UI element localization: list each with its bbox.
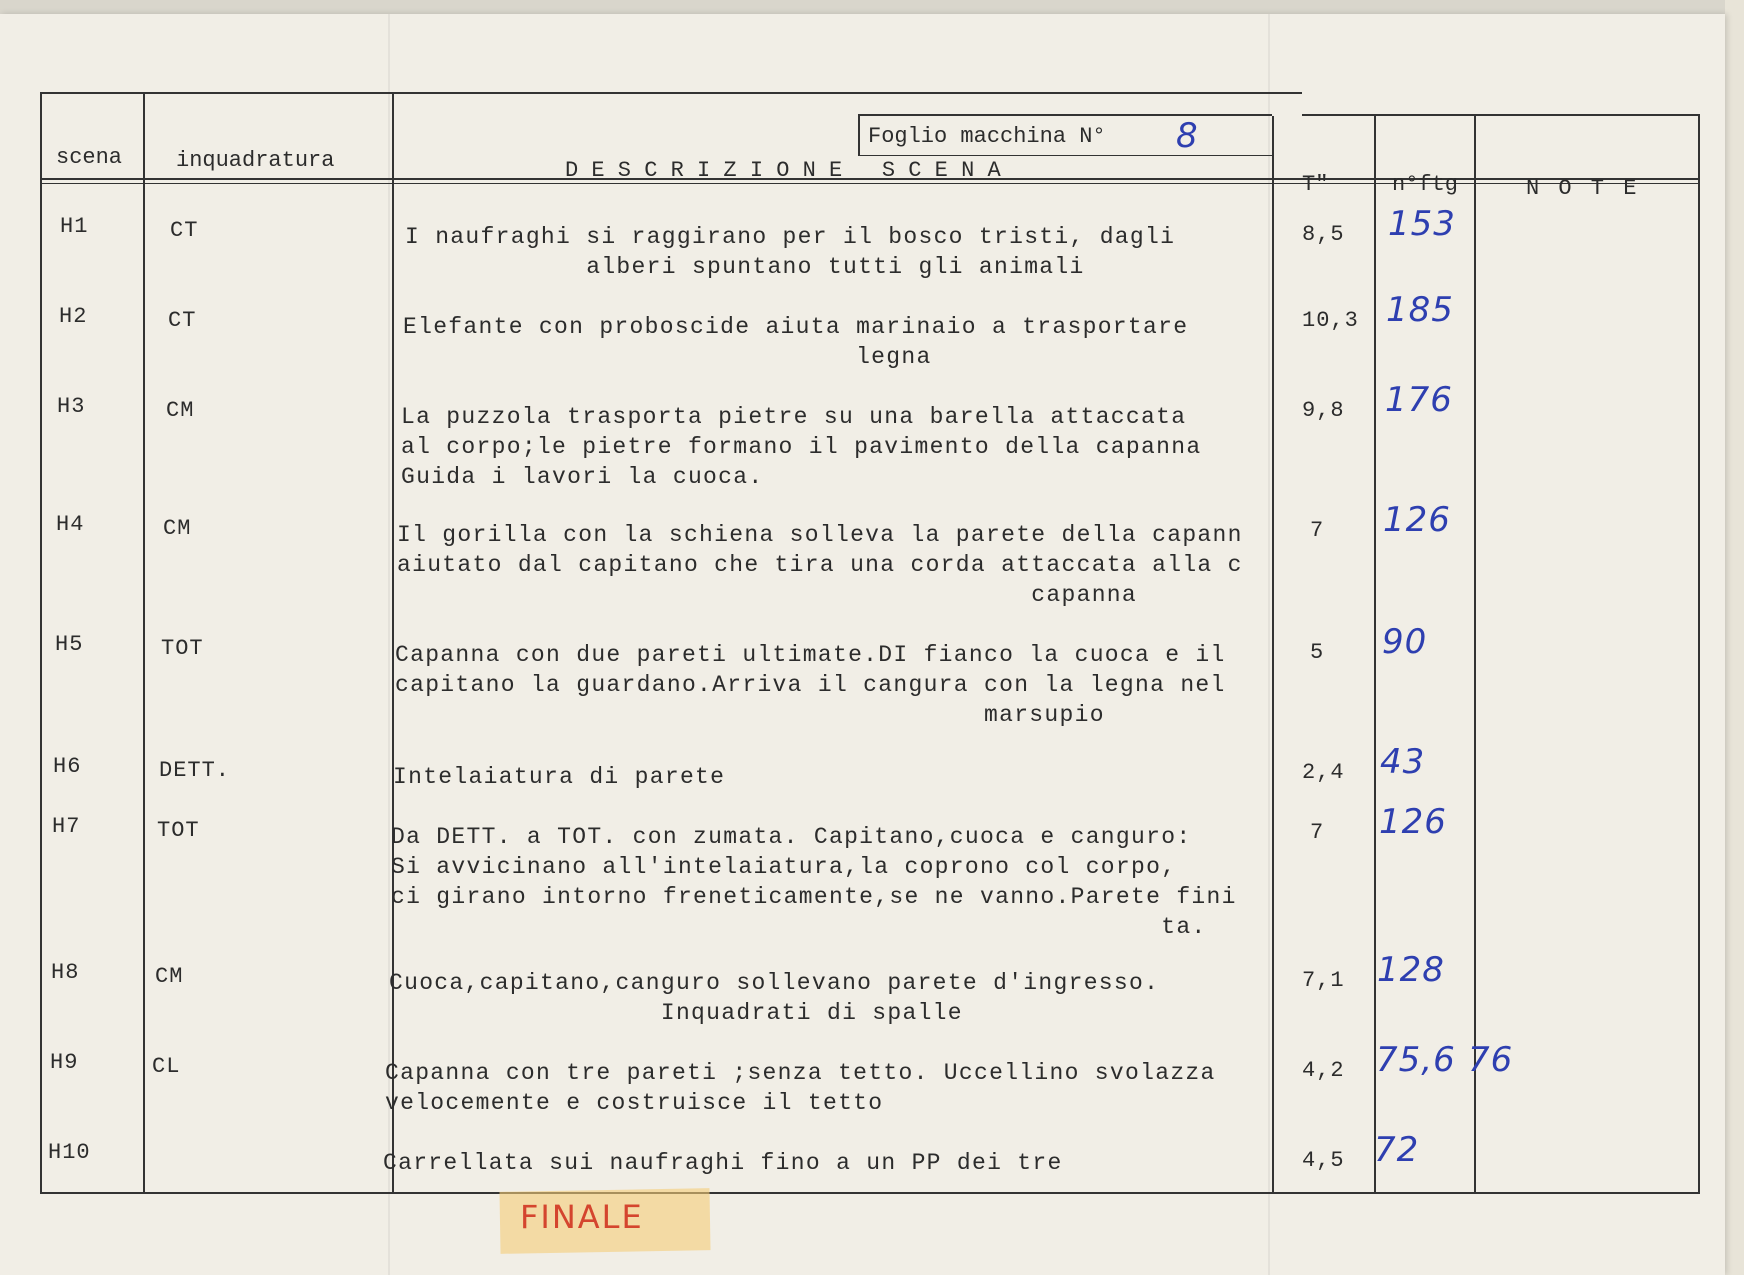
header-inquadratura: inquadratura <box>176 148 335 173</box>
header-note: N O T E <box>1526 176 1640 201</box>
scene-code: H8 <box>51 960 80 985</box>
scene-code: H4 <box>56 512 85 537</box>
duration-seconds: 4,2 <box>1302 1058 1345 1083</box>
duration-seconds: 7 <box>1310 518 1325 543</box>
header-scena: scena <box>56 145 123 170</box>
duration-seconds: 10,3 <box>1302 308 1359 333</box>
scene-description-line: Elefante con proboscide aiuta marinaio a trasportare <box>403 314 1189 340</box>
foglio-label: Foglio macchina N° <box>868 124 1106 149</box>
frame-count: 75,6 <box>1376 1040 1456 1080</box>
scene-description-line: ta. <box>391 914 1207 940</box>
scene-code: H5 <box>55 632 84 657</box>
header-t: T" <box>1302 172 1329 197</box>
frame-count: 153 <box>1388 204 1456 244</box>
scene-code: H9 <box>50 1050 79 1075</box>
scene-description-line: Inquadrati di spalle <box>389 1000 963 1026</box>
shot-type: CT <box>168 308 197 333</box>
scene-code: H6 <box>53 754 82 779</box>
table-top-border-right <box>1302 114 1700 116</box>
shot-type: DETT. <box>159 758 231 783</box>
paper-fold <box>1268 14 1270 1275</box>
scene-description-line: capanna <box>397 582 1138 608</box>
foglio-box-left <box>858 114 860 156</box>
col-divider <box>1272 116 1274 1192</box>
scene-description-line: Carrellata sui naufraghi fino a un PP dei tre <box>383 1150 1063 1176</box>
scene-description-line: capitano la guardano.Arriva il cangura con la legna nel <box>395 672 1226 698</box>
scene-description-line: Si avvicinano all'intelaiatura,la coprono col corpo, <box>391 854 1177 880</box>
scene-description-line: La puzzola trasporta pietre su una barella attaccata <box>401 404 1187 430</box>
finale-handwritten: FINALE <box>520 1198 644 1236</box>
frame-count: 176 <box>1385 380 1453 420</box>
frame-count: 90 <box>1382 622 1428 662</box>
shot-type: CM <box>155 964 184 989</box>
note-value: 76 <box>1468 1040 1514 1080</box>
shot-type: CL <box>152 1054 181 1079</box>
frame-count: 126 <box>1383 500 1451 540</box>
foglio-number: 8 <box>1176 116 1199 156</box>
scene-description-line: Il gorilla con la schiena solleva la parete della capann <box>397 522 1243 548</box>
scene-description-line: Intelaiatura di parete <box>393 764 726 790</box>
header-nftg: n°ftg <box>1392 172 1459 197</box>
frame-count: 126 <box>1379 802 1447 842</box>
col-divider <box>143 92 145 1192</box>
shot-type: TOT <box>161 636 204 661</box>
scene-description-line: Guida i lavori la cuoca. <box>401 464 764 490</box>
scene-description-line: al corpo;le pietre formano il pavimento della capanna <box>401 434 1202 460</box>
col-divider <box>1474 116 1476 1192</box>
scene-code: H2 <box>59 304 88 329</box>
header-descrizione: D E S C R I Z I O N E S C E N A <box>565 158 1001 183</box>
duration-seconds: 9,8 <box>1302 398 1345 423</box>
scene-description-line: Capanna con due pareti ultimate.DI fianco la cuoca e il <box>395 642 1226 668</box>
scene-code: H7 <box>52 814 81 839</box>
scene-code: H1 <box>60 214 89 239</box>
col-divider <box>40 92 42 1192</box>
scene-description-line: legna <box>403 344 932 370</box>
scene-description-line: aiutato dal capitano che tira una corda attaccata alla c <box>397 552 1243 578</box>
frame-count: 43 <box>1380 742 1426 782</box>
frame-count: 72 <box>1374 1130 1420 1170</box>
duration-seconds: 2,4 <box>1302 760 1345 785</box>
scene-description-line: Da DETT. a TOT. con zumata. Capitano,cuoca e canguro: <box>391 824 1192 850</box>
frame-count: 128 <box>1377 950 1445 990</box>
table-bottom-border <box>40 1192 1700 1194</box>
scene-description-line: alberi spuntano tutti gli animali <box>405 254 1085 280</box>
table-top-border <box>40 92 1302 94</box>
duration-seconds: 7 <box>1310 820 1325 845</box>
scene-description-line: Capanna con tre pareti ;senza tetto. Uccellino svolazza <box>385 1060 1216 1086</box>
scene-description-line: ci girano intorno freneticamente,se ne vanno.Parete fini <box>391 884 1237 910</box>
duration-seconds: 5 <box>1310 640 1325 665</box>
scene-description-line: velocemente e costruisce il tetto <box>385 1090 884 1116</box>
scene-code: H3 <box>57 394 86 419</box>
foglio-box-bottom <box>858 155 1272 156</box>
col-divider <box>1698 116 1700 1192</box>
scene-description-line: I naufraghi si raggirano per il bosco tristi, dagli <box>405 224 1176 250</box>
scene-description-line: marsupio <box>395 702 1105 728</box>
shot-type: TOT <box>157 818 200 843</box>
shot-type: CT <box>170 218 199 243</box>
duration-seconds: 4,5 <box>1302 1148 1345 1173</box>
duration-seconds: 8,5 <box>1302 222 1345 247</box>
shot-type: CM <box>166 398 195 423</box>
page-edge <box>1725 0 1744 1275</box>
frame-count: 185 <box>1386 290 1454 330</box>
scene-code: H10 <box>48 1140 91 1165</box>
scene-description-line: Cuoca,capitano,canguro sollevano parete d'ingresso. <box>389 970 1160 996</box>
duration-seconds: 7,1 <box>1302 968 1345 993</box>
shot-type: CM <box>163 516 192 541</box>
foglio-box-top <box>858 114 1272 116</box>
col-divider <box>1374 116 1376 1192</box>
